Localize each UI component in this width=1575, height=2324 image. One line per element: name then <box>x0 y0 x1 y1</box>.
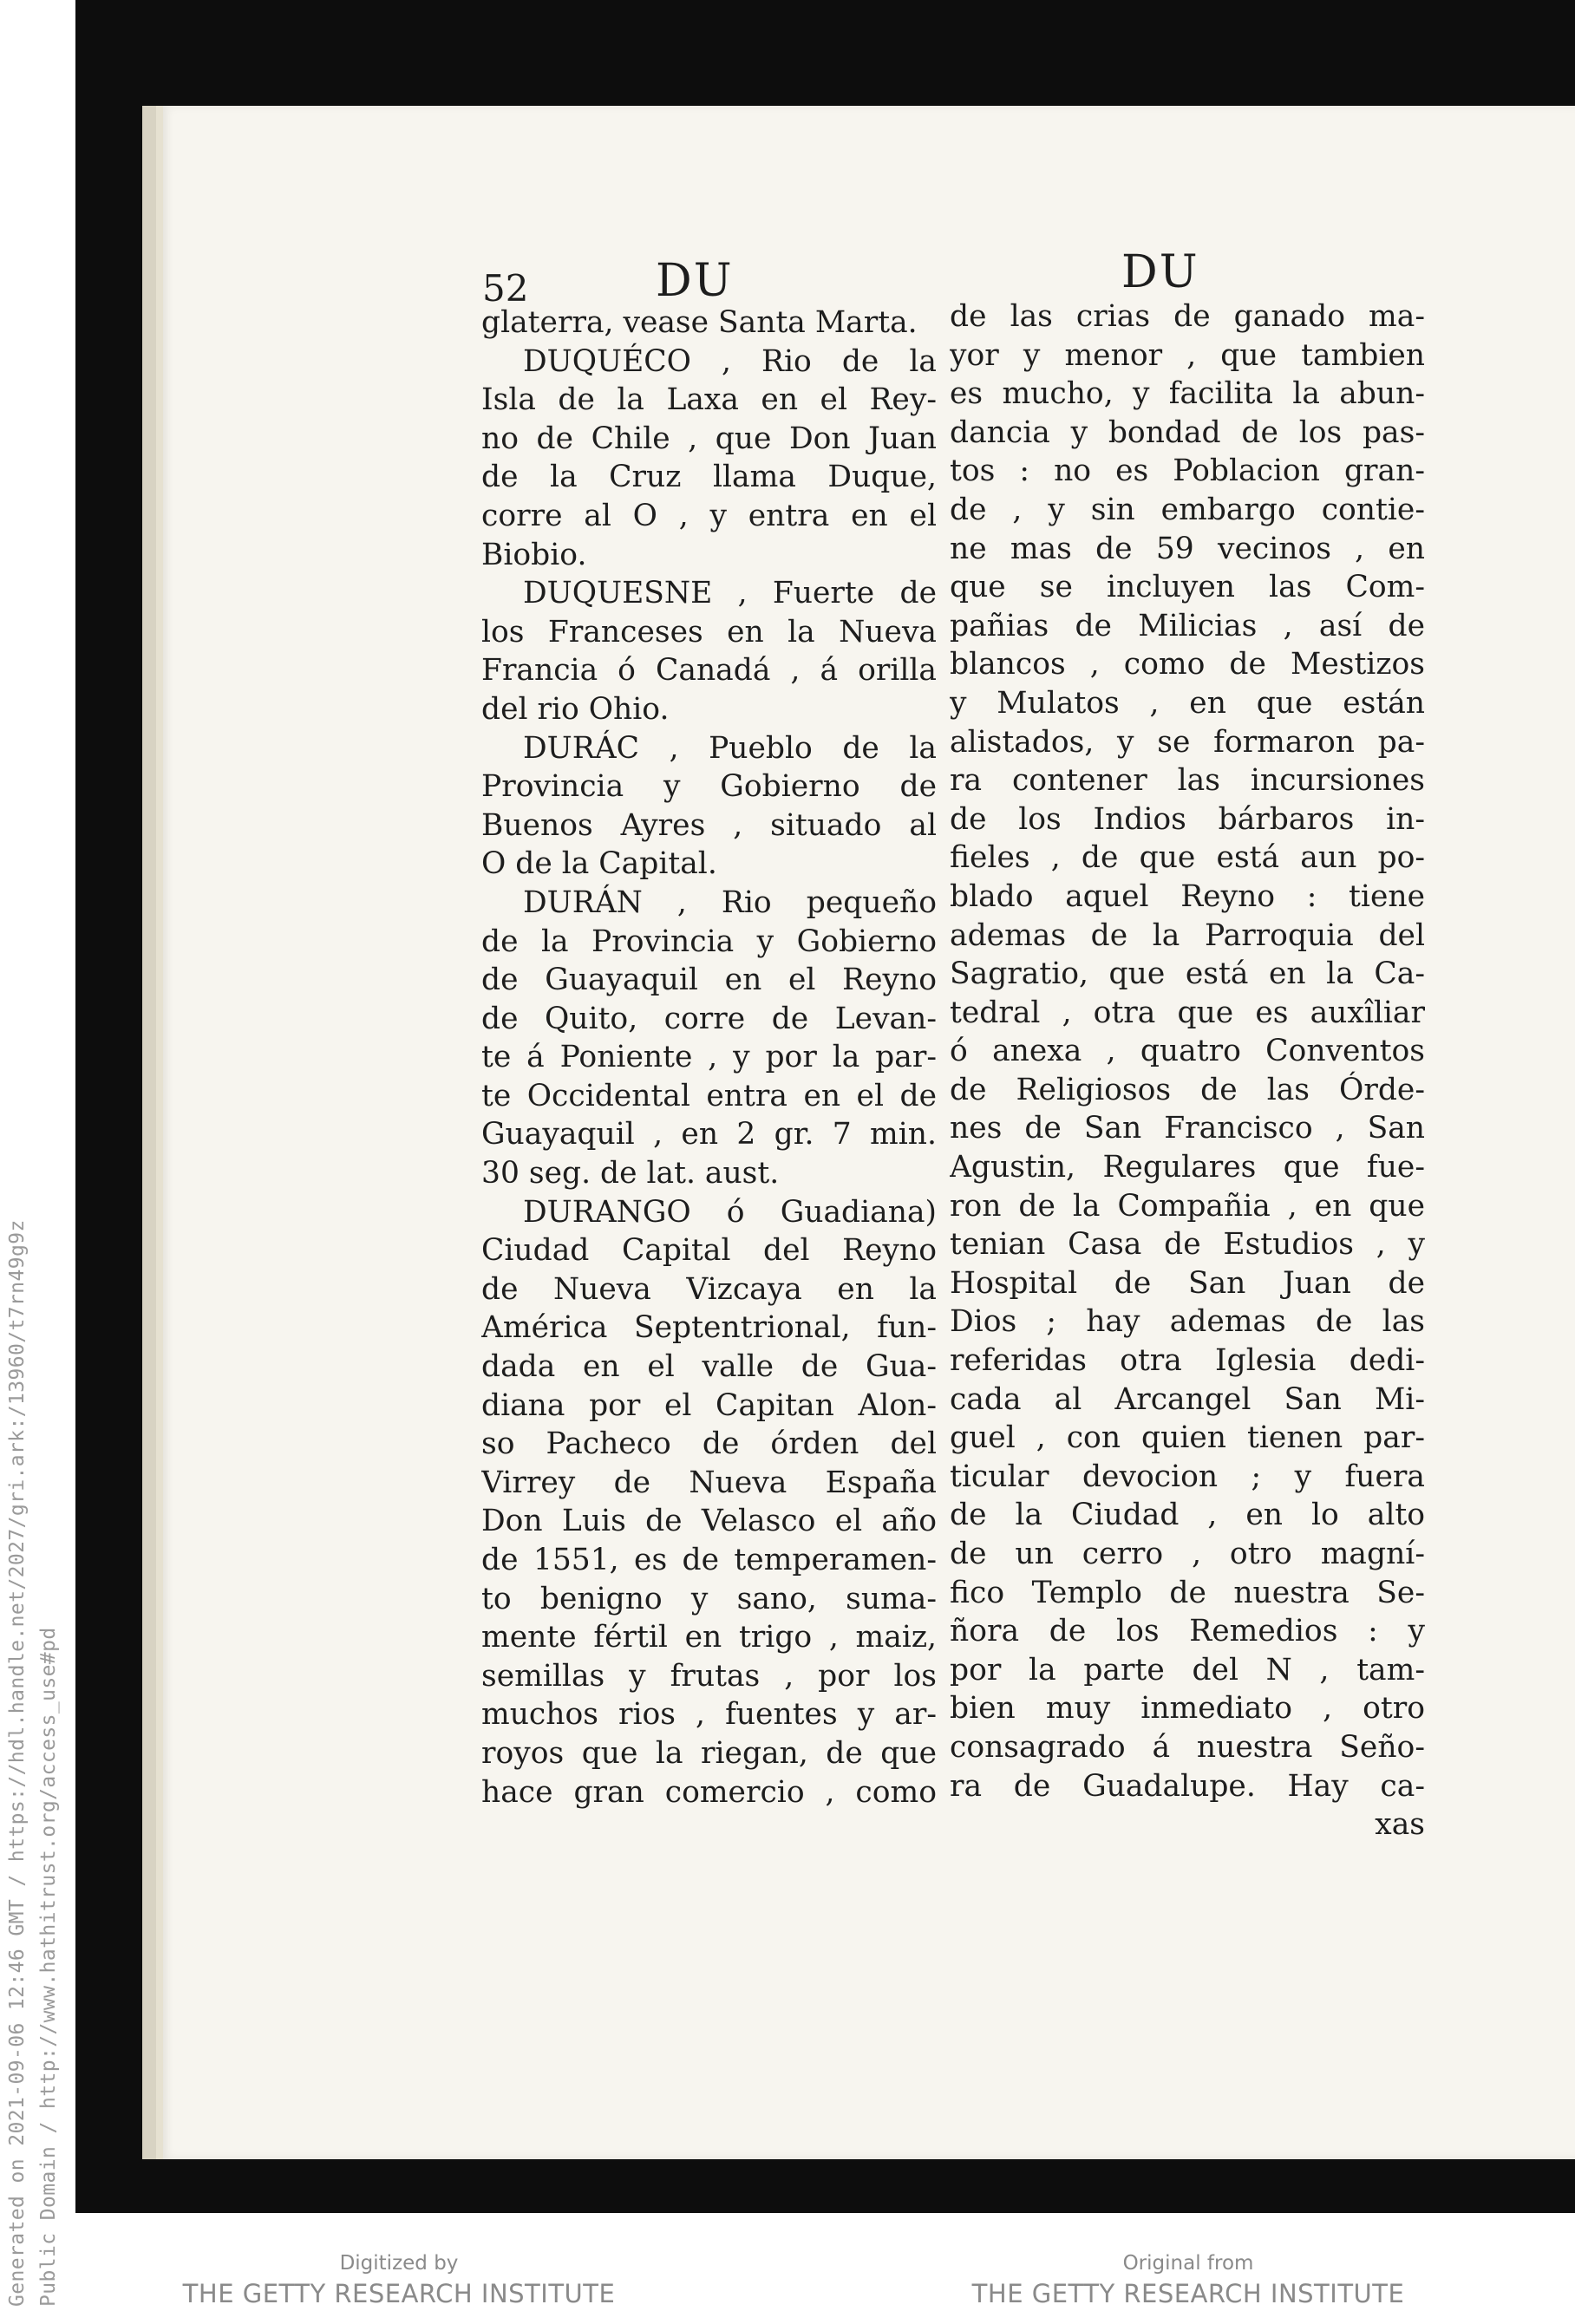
right-column-line: ñora de los Remedios : y <box>950 1614 1425 1649</box>
left-column-line: Ciudad Capital del Reyno <box>481 1233 937 1269</box>
left-column-line: de la Provincia y Gobierno <box>481 924 937 959</box>
right-column-line: alistados, y se formaron pa- <box>950 724 1425 760</box>
footer-digitized-label: Digitized by <box>339 2252 459 2275</box>
right-column-line: de los Indios bárbaros in- <box>950 801 1425 837</box>
right-column-line: fieles , de que está aun po- <box>950 840 1425 876</box>
left-column-line: Isla de la Laxa en el Rey- <box>481 382 937 418</box>
right-column-line: ó anexa , quatro Conventos <box>950 1034 1425 1069</box>
left-column-line: dada en el valle de Gua- <box>481 1349 937 1385</box>
right-column-line: blancos , como de Mestizos <box>950 647 1425 682</box>
right-column-line: tenian Casa de Estudios , y <box>950 1227 1425 1263</box>
right-column-line: guel , con quien tienen par- <box>950 1420 1425 1456</box>
left-column-line: diana por el Capitan Alon- <box>481 1387 937 1423</box>
left-column-line: de Guayaquil en el Reyno <box>481 963 937 998</box>
right-column-line: bien muy inmediato , otro <box>950 1691 1425 1727</box>
running-head-left: DU <box>656 255 734 307</box>
right-text-column <box>950 297 1425 1844</box>
left-column-line: DUQUÉCO , Rio de la <box>523 343 937 379</box>
watermark-line-generated: Generated on 2021-09-06 12:46 GMT / https://hdl.handle.net/2027/gri.ark:/13960/t7rn49g9z <box>6 1219 29 2307</box>
left-column-line: Francia ó Canadá , á orilla <box>481 653 937 689</box>
right-column-line: ademas de la Parroquia del <box>950 917 1425 953</box>
right-column-line: fico Templo de nuestra Se- <box>950 1575 1425 1610</box>
watermark-line-license: Public Domain / http://www.hathitrust.org/access_use#pd <box>37 1627 60 2307</box>
right-column-line: Dios ; hay ademas de las <box>950 1304 1425 1340</box>
left-column-line: América Septentrional, fun- <box>481 1310 937 1346</box>
left-column-line: Biobio. <box>481 537 587 572</box>
right-column-line: pañias de Milicias , así de <box>950 608 1425 643</box>
left-column-line: muchos rios , fuentes y ar- <box>481 1697 937 1733</box>
footer-digitized-institution: THE GETTY RESEARCH INSTITUTE <box>182 2279 616 2308</box>
catchword: xas <box>1375 1807 1425 1843</box>
left-column-line: Virrey de Nueva España <box>481 1465 937 1500</box>
footer-digitized-by <box>173 2249 624 2310</box>
left-column-line: los Franceses en la Nueva <box>481 614 937 650</box>
right-column-line: Sagratio, que está en la Ca- <box>950 956 1425 992</box>
footer-original-label: Original from <box>1122 2252 1254 2275</box>
right-column-line: ron de la Compañia , en que <box>950 1188 1425 1224</box>
right-column-line: Hospital de San Juan de <box>950 1265 1425 1301</box>
right-column-line: Agustin, Regulares que fue- <box>950 1150 1425 1185</box>
right-column-line: ne mas de 59 vecinos , en <box>950 531 1425 566</box>
left-column-line: de Nueva Vizcaya en la <box>481 1271 937 1307</box>
right-column-line: nes de San Francisco , San <box>950 1111 1425 1146</box>
right-column-line: blado aquel Reyno : tiene <box>950 878 1425 914</box>
left-column-line: royos que la riegan, de que <box>481 1735 937 1771</box>
right-column-line: que se incluyen las Com- <box>950 570 1425 605</box>
left-column-line: glaterra, vease Santa Marta. <box>481 305 918 340</box>
left-column-line: corre al O , y entra en el <box>481 498 937 533</box>
right-column-line: ticular devocion ; y fuera <box>950 1459 1425 1494</box>
footer-original-from <box>963 2249 1414 2310</box>
left-column-line: so Pacheco de órden del <box>481 1426 937 1462</box>
right-column-line: de las crias de ganado ma- <box>950 299 1425 334</box>
left-column-line: mente fértil en trigo , maiz, <box>481 1620 937 1655</box>
right-column-line: ra contener las incursiones <box>950 763 1425 799</box>
left-text-column <box>481 304 937 1812</box>
right-column-line: y Mulatos , en que están <box>950 685 1425 721</box>
left-column-line: de Quito, corre de Levan- <box>481 1001 937 1036</box>
left-column-line: del rio Ohio. <box>481 691 670 727</box>
left-column-line: to benigno y sano, suma- <box>481 1581 937 1616</box>
right-column-line: tos : no es Poblacion gran- <box>950 454 1425 489</box>
left-column-line: de 1551, es de temperamen- <box>481 1543 937 1577</box>
left-column-line: Guayaquil , en 2 gr. 7 min. <box>481 1117 937 1152</box>
left-column-line: Buenos Ayres , situado al <box>481 807 937 843</box>
side-watermark <box>2 1219 64 2307</box>
left-column-line: no de Chile , que Don Juan <box>481 421 937 456</box>
page-number: 52 <box>482 267 529 310</box>
right-column-line: dancia y bondad de los pas- <box>950 415 1425 450</box>
left-column-line: te Occidental entra en el de <box>481 1078 937 1113</box>
right-column-line: cada al Arcangel San Mi- <box>950 1381 1425 1417</box>
right-column-line: tedral , otra que es auxîliar <box>950 995 1425 1030</box>
left-column-line: DUQUESNE , Fuerte de <box>523 576 937 611</box>
left-column-line: te á Poniente , y por la par- <box>481 1040 937 1075</box>
right-column-line: ra de Guadalupe. Hay ca- <box>950 1768 1425 1804</box>
right-column-line: yor y menor , que tambien <box>950 337 1425 373</box>
right-column-line: de un cerro , otro magní- <box>950 1537 1425 1571</box>
running-head-right: DU <box>1121 246 1199 298</box>
left-column-line: hace gran comercio , como <box>481 1774 937 1810</box>
left-column-line: semillas y frutas , por los <box>481 1658 937 1694</box>
left-column-line: DURÁN , Rio pequeño <box>523 885 937 920</box>
left-column-line: de la Cruz llama Duque, <box>481 460 937 495</box>
right-column-line: de Religiosos de las Órde- <box>950 1072 1425 1107</box>
right-column-line: referidas otra Iglesia dedi- <box>950 1343 1425 1379</box>
right-column-line: de la Ciudad , en lo alto <box>950 1498 1425 1533</box>
right-column-line: consagrado á nuestra Seño- <box>950 1729 1425 1765</box>
left-column-line: Provincia y Gobierno de <box>481 769 937 805</box>
left-column-line: DURANGO ó Guadiana) <box>523 1194 937 1230</box>
right-column-line: de , y sin embargo contie- <box>950 492 1425 527</box>
right-column-line: es mucho, y facilita la abun- <box>950 376 1425 412</box>
left-column-line: O de la Capital. <box>481 846 717 882</box>
left-column-line: 30 seg. de lat. aust. <box>481 1156 780 1191</box>
footer-original-institution: THE GETTY RESEARCH INSTITUTE <box>971 2279 1405 2308</box>
right-column-line: por la parte del N , tam- <box>950 1652 1425 1688</box>
page-edge <box>156 106 163 2159</box>
left-column-line: Don Luis de Velasco el año <box>481 1504 937 1539</box>
left-column-line: DURÁC , Pueblo de la <box>523 730 937 766</box>
